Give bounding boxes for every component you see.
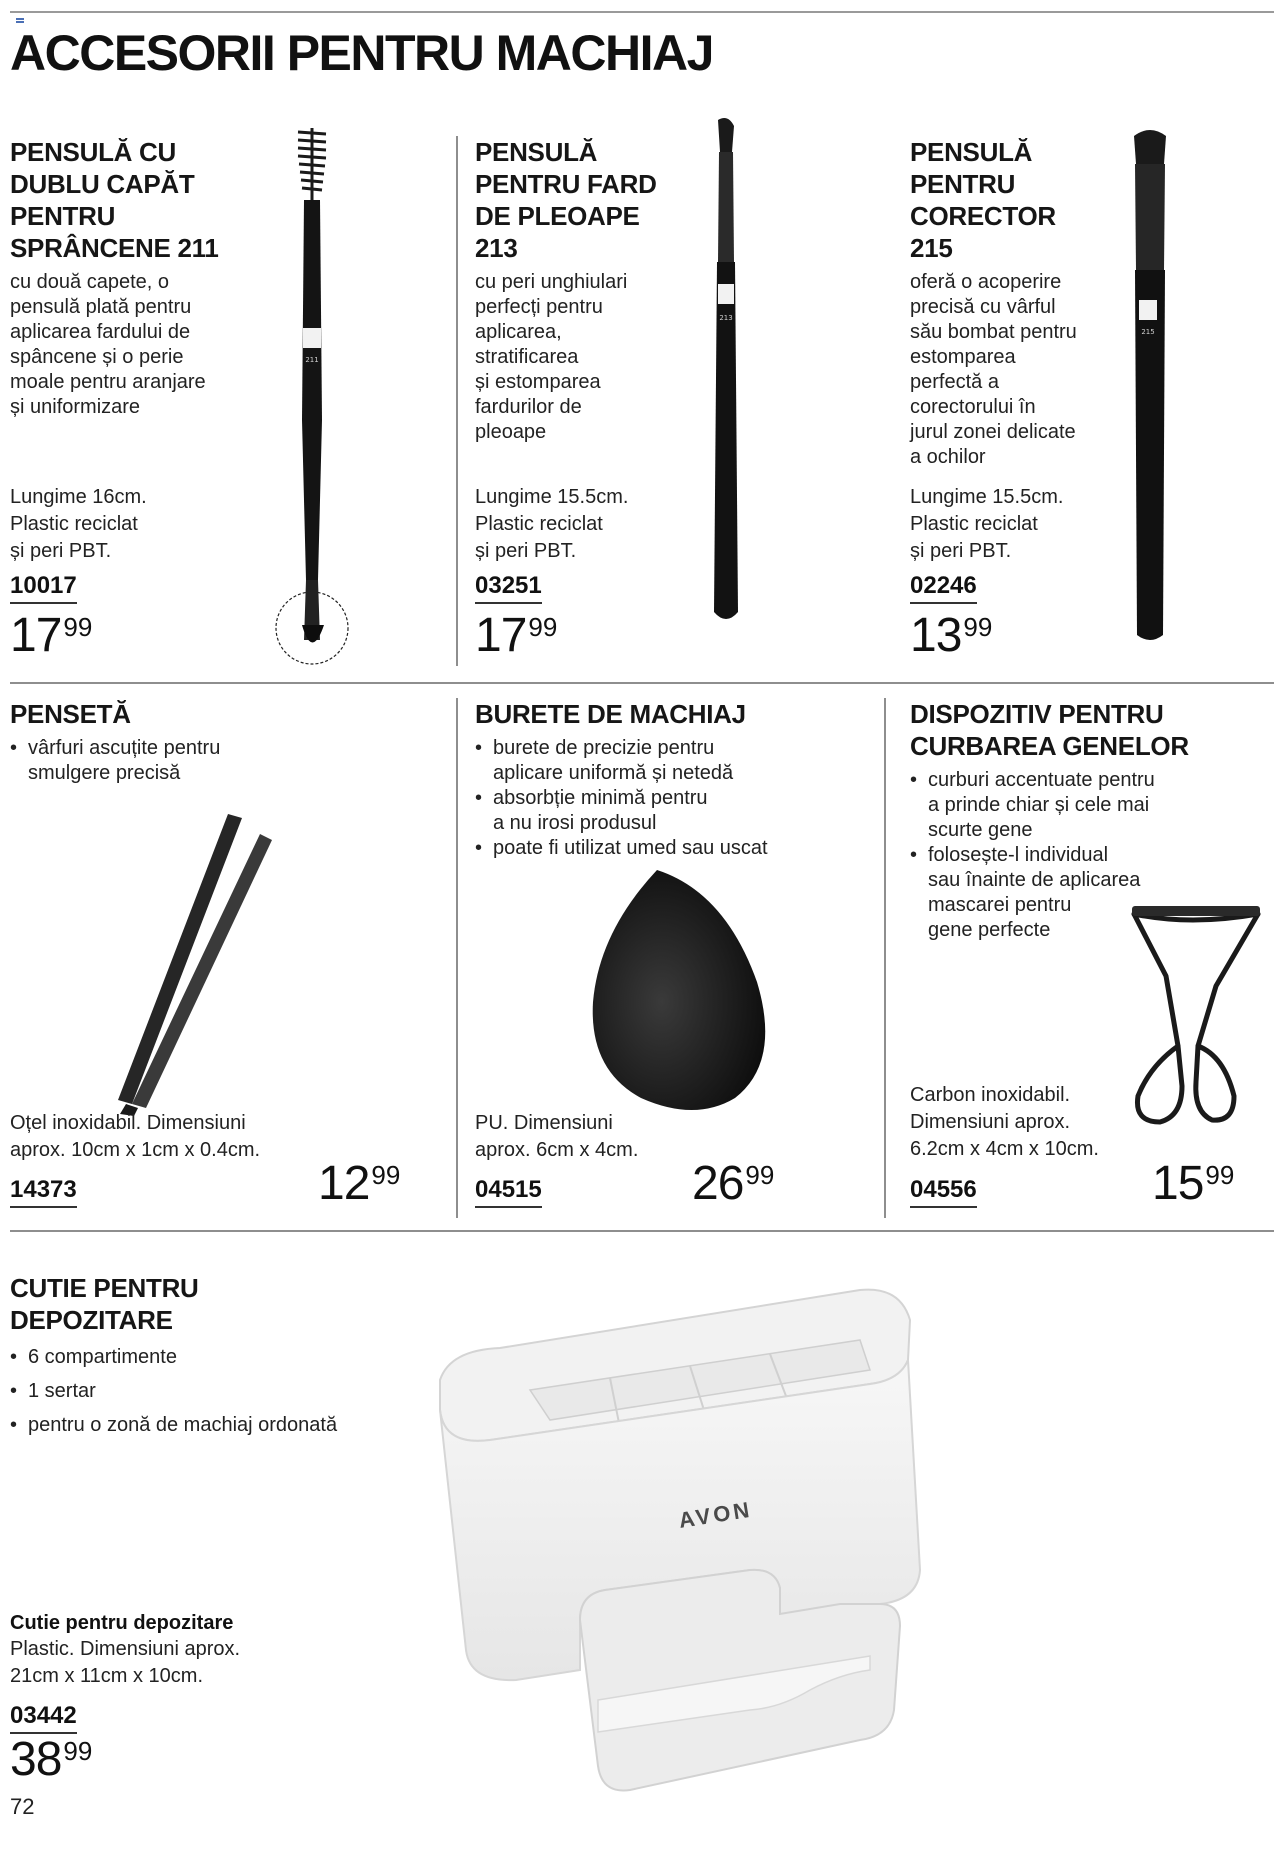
column-gap: [893, 136, 895, 666]
product-price: $26^{99}$: [692, 1157, 775, 1210]
product-code: 04556: [910, 1176, 977, 1208]
product-brush-213[interactable]: [475, 136, 715, 445]
product-brush-211[interactable]: [10, 136, 270, 420]
product-title: PENSULĂ PENTRU FARD DE PLEOAPE 213: [475, 137, 657, 263]
product-price: $38^{99}$: [10, 1733, 93, 1786]
product-code: 03251: [475, 572, 542, 604]
product-spec: Lungime 16cm. Plastic reciclat și peri PBT.: [10, 486, 147, 562]
product-bullets: [475, 736, 875, 861]
bullet-item: • vârfuri ascuțite pentru smulgere precisă: [10, 736, 450, 786]
bullet-item: • curburi accentuate pentru a prinde chiar și cele mai scurte gene: [910, 768, 1270, 843]
svg-text:211: 211: [305, 356, 319, 364]
product-code: 02246: [910, 572, 977, 604]
product-spec: Carbon inoxidabil. Dimensiuni aprox. 6.2cm x 4cm x 10cm.: [910, 1084, 1099, 1160]
product-bullets: [10, 1340, 430, 1442]
row-divider: [10, 1230, 1274, 1232]
product-sponge[interactable]: [475, 698, 875, 861]
product-tweezers[interactable]: [10, 698, 450, 786]
product-spec: Lungime 15.5cm. Plastic reciclat și peri PBT.: [475, 486, 629, 562]
column-divider: [456, 136, 458, 666]
product-bullets: [10, 736, 450, 786]
svg-text:215: 215: [1141, 328, 1155, 336]
svg-text:213: 213: [719, 314, 733, 322]
avon-logo: AVON: [676, 1496, 754, 1533]
column-divider: [884, 698, 886, 1218]
page-title: ACCESORII PENTRU MACHIAJ: [10, 25, 713, 81]
brush-213-image: [690, 112, 760, 632]
product-description: cu două capete, o pensulă plată pentru aplicarea fardului de spâncene și o perie moale pentru aranjare și uniformizare: [10, 271, 206, 418]
bullet-item: • 1 sertar: [10, 1374, 430, 1408]
product-spec: PU. Dimensiuni aprox. 6cm x 4cm.: [475, 1112, 639, 1161]
eyelash-curler-image: [1120, 896, 1270, 1136]
product-spec: Plastic. Dimensiuni aprox. 21cm x 11cm x 10cm.: [10, 1638, 241, 1687]
product-title: BURETE DE MACHIAJ: [475, 699, 746, 729]
top-rule: [10, 11, 1274, 13]
product-brush-215[interactable]: [910, 136, 1150, 470]
storage-box-image: [430, 1270, 1050, 1830]
product-name: Cutie pentru depozitare: [10, 1612, 234, 1634]
product-title: PENSETĂ: [10, 699, 131, 729]
product-code: 14373: [10, 1176, 77, 1208]
product-spec: Lungime 15.5cm. Plastic reciclat și peri PBT.: [910, 486, 1064, 562]
product-price: $13^{99}$: [910, 609, 993, 662]
column-divider: [456, 698, 458, 1218]
product-code: 10017: [10, 572, 77, 604]
bullet-item: • poate fi utilizat umed sau uscat: [475, 836, 875, 861]
product-title: PENSULĂ PENTRU CORECTOR 215: [910, 137, 1056, 263]
product-price: $12^{99}$: [318, 1157, 401, 1210]
product-price: $15^{99}$: [1152, 1157, 1235, 1210]
product-storage-box[interactable]: [10, 1272, 430, 1442]
row-divider: [10, 682, 1274, 684]
page-number: 72: [10, 1794, 35, 1819]
product-spec: Oțel inoxidabil. Dimensiuni aprox. 10cm x 1cm x 0.4cm.: [10, 1112, 261, 1161]
tweezers-image: [110, 808, 280, 1118]
bullet-item: • burete de precizie pentru aplicare uniformă și netedă: [475, 736, 875, 786]
bullet-item: • folosește-l individual sau înainte de aplicarea mascarei pentru gene perfecte: [910, 843, 1270, 943]
product-price: $17^{99}$: [475, 609, 558, 662]
product-title: PENSULĂ CU DUBLU CAPĂT PENTRU SPRÂNCENE 211: [10, 137, 219, 263]
product-title: CUTIE PENTRU DEPOZITARE: [10, 1273, 199, 1335]
product-code: 03442: [10, 1702, 77, 1734]
bullet-item: • pentru o zonă de machiaj ordonată: [10, 1408, 430, 1442]
brush-211-image: [262, 120, 362, 670]
product-description: oferă o acoperire precisă cu vârful său bombat pentru estomparea perfectă a corectorului în jurul zonei delicate a ochilor: [910, 271, 1077, 468]
product-title: DISPOZITIV PENTRU CURBAREA GENELOR: [910, 699, 1189, 761]
brush-215-image: [1120, 120, 1180, 650]
product-description: cu peri unghiulari perfecți pentru aplicarea, stratificarea și estomparea fardurilor de pleoape: [475, 271, 628, 443]
bullet-item: • 6 compartimente: [10, 1340, 430, 1374]
bullet-item: • absorbție minimă pentru a nu irosi produsul: [475, 786, 875, 836]
sponge-image: [585, 862, 775, 1110]
product-code: 04515: [475, 1176, 542, 1208]
product-price: $17^{99}$: [10, 609, 93, 662]
